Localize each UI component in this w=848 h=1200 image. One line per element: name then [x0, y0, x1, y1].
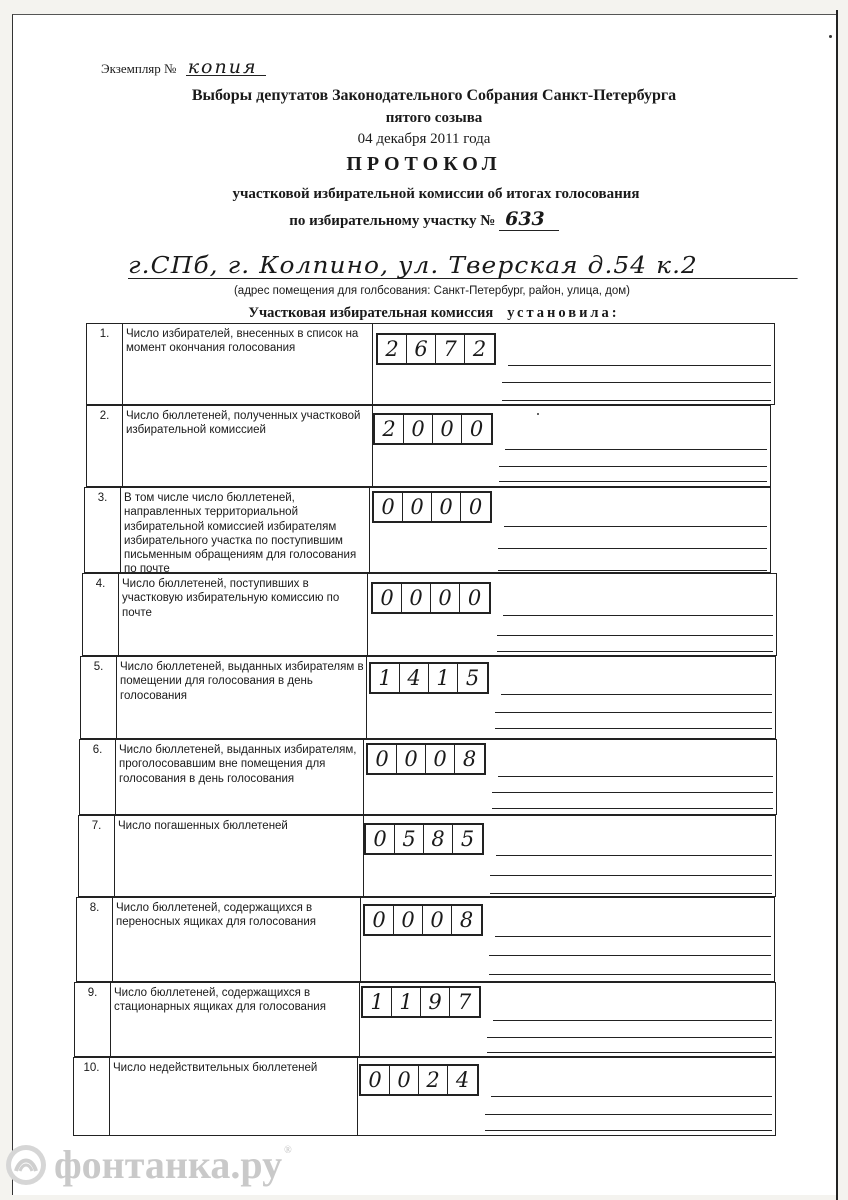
digit-cell: 9 [421, 988, 450, 1016]
digit-boxes [371, 582, 491, 614]
words-line [489, 955, 771, 956]
digit-cell: 2 [375, 415, 404, 443]
digit-cell: 0 [467, 586, 482, 610]
digit-boxes [376, 333, 496, 365]
row-number: 5. [81, 657, 117, 738]
digit-boxes [369, 662, 489, 694]
words-line [492, 808, 773, 809]
scan-speck [829, 35, 832, 38]
digit-cell: 0 [433, 415, 462, 443]
row-label: Число недействительных бюллетеней [113, 1062, 318, 1074]
words-line [489, 974, 771, 975]
digit-cell: 7 [457, 990, 472, 1014]
digit-cell: 0 [361, 1066, 390, 1094]
digit-cell: 4 [400, 664, 429, 692]
digit-cell: 2 [419, 1066, 448, 1094]
digit-cell: 0 [390, 1066, 419, 1094]
protocol-subtitle: участковой избирательной комиссии об итогах голосования [232, 186, 640, 202]
digit-boxes [361, 986, 481, 1018]
words-line [501, 694, 772, 695]
row-number: 10. [74, 1058, 110, 1135]
words-line [498, 548, 767, 549]
digit-cell: 0 [374, 493, 403, 521]
digit-boxes [363, 904, 483, 936]
row-label: Число бюллетеней, содержащихся в переносных ящиках для голосования [116, 902, 317, 929]
column-divider [360, 898, 361, 981]
row-number: 6. [80, 740, 116, 814]
column-divider [363, 740, 364, 814]
scan-speck [537, 413, 539, 415]
words-line [504, 526, 767, 527]
watermark-reg: ® [284, 1145, 292, 1156]
words-line [491, 1096, 772, 1097]
row-number: 8. [77, 898, 113, 981]
digit-cell: 0 [426, 745, 455, 773]
convocation: пятого созыва [385, 110, 483, 126]
row-label: Число бюллетеней, поступивших в участковую избирательную комиссию по почте [122, 578, 340, 619]
digit-cell: 1 [429, 664, 458, 692]
fontanka-logo-icon [4, 1143, 48, 1187]
words-line [490, 893, 772, 894]
digit-cell: 0 [423, 906, 452, 934]
row-label: В том числе число бюллетеней, направленных территориальной избирательной комиссией избирателям избирательного участка по поступившим письменным обращениям для голосования по почте [124, 492, 357, 576]
established-label: установила: [507, 305, 620, 321]
watermark-text: фонтанка.ру [54, 1142, 283, 1187]
row-number: 1. [87, 324, 123, 404]
digit-cell: 0 [403, 493, 432, 521]
watermark-logo [4, 1141, 292, 1189]
row-label: Число бюллетеней, выданных избирателям, проголосовавшим вне помещения для голосования в день голосования [119, 744, 357, 785]
column-divider [359, 983, 360, 1056]
digit-cell: 8 [462, 747, 477, 771]
words-line [502, 382, 771, 383]
digit-cell: 1 [392, 988, 421, 1016]
words-line [499, 466, 767, 467]
digit-cell: 2 [472, 337, 487, 361]
digit-cell: 0 [366, 825, 395, 853]
column-divider [357, 1058, 358, 1135]
words-line [485, 1130, 772, 1131]
row-label: Число избирателей, внесенных в список на момент окончания голосования [126, 328, 359, 355]
digit-cell: 8 [424, 825, 453, 853]
words-line [493, 1020, 772, 1021]
words-line [495, 728, 772, 729]
digit-cell: 4 [455, 1068, 470, 1092]
digit-cell: 5 [460, 827, 475, 851]
digit-cell: 0 [394, 906, 423, 934]
column-divider [366, 657, 367, 738]
row-label: Число бюллетеней, выданных избирателям в помещении для голосования в день голосования [120, 661, 364, 702]
digit-cell: 0 [404, 415, 433, 443]
digit-boxes [372, 491, 492, 523]
words-line [496, 855, 772, 856]
digit-cell: 0 [432, 493, 461, 521]
digit-cell: 5 [465, 666, 480, 690]
precinct-label: по избирательному участку № [289, 213, 496, 229]
digit-cell: 7 [436, 335, 465, 363]
digit-cell: 0 [469, 417, 484, 441]
digit-boxes [373, 413, 493, 445]
words-line [487, 1052, 772, 1053]
digit-boxes [364, 823, 484, 855]
precinct-number: 633 [499, 208, 559, 231]
words-line [505, 449, 767, 450]
words-line [485, 1114, 772, 1115]
copy-label: Экземпляр № [101, 61, 177, 76]
column-divider [372, 324, 373, 404]
address-note: (адрес помещения для голбсования: Санкт-Петербург, район, улица, дом) [233, 285, 631, 297]
digit-cell: 0 [365, 906, 394, 934]
row-number: 2. [87, 406, 123, 486]
column-divider [367, 574, 368, 655]
words-line [495, 712, 772, 713]
digit-cell: 0 [402, 584, 431, 612]
digit-cell: 2 [378, 335, 407, 363]
copy-value-handwritten: копия [186, 59, 266, 76]
digit-cell: 5 [395, 825, 424, 853]
row-label: Число бюллетеней, содержащихся в стационарных ящиках для голосования [114, 987, 326, 1014]
digit-cell: 1 [371, 664, 400, 692]
row-label: Число погашенных бюллетеней [118, 820, 288, 832]
words-line [508, 365, 771, 366]
column-divider [369, 488, 370, 572]
commission-label: Участковая избирательная комиссия [248, 305, 494, 321]
digit-cell: 0 [373, 584, 402, 612]
election-date: 04 декабря 2011 года [357, 131, 491, 147]
row-number: 7. [79, 816, 115, 896]
words-line [502, 400, 771, 401]
row-number: 4. [83, 574, 119, 655]
row-number: 9. [75, 983, 111, 1056]
words-line [490, 875, 772, 876]
digit-cell: 0 [397, 745, 426, 773]
words-line [497, 651, 773, 652]
words-line [495, 936, 771, 937]
protocol-title: ПРОТОКОЛ [346, 153, 502, 175]
row-label: Число бюллетеней, полученных участковой избирательной комиссией [126, 410, 361, 437]
digit-cell: 0 [468, 495, 483, 519]
words-line [498, 570, 767, 571]
words-line [497, 635, 773, 636]
digit-boxes [359, 1064, 479, 1096]
words-line [503, 615, 773, 616]
digit-cell: 8 [459, 908, 474, 932]
address-handwritten: г.СПб, г. Колпино, ул. Тверская д.54 к.2 [128, 254, 798, 279]
digit-cell: 0 [431, 584, 460, 612]
words-line [487, 1037, 772, 1038]
election-title: Выборы депутатов Законодательного Собрания Санкт-Петербурга [191, 87, 677, 104]
words-line [492, 792, 773, 793]
row-number: 3. [85, 488, 121, 572]
digit-cell: 6 [407, 335, 436, 363]
digit-cell: 1 [363, 988, 392, 1016]
words-line [499, 481, 767, 482]
digit-boxes [366, 743, 486, 775]
digit-cell: 0 [368, 745, 397, 773]
words-line [498, 776, 773, 777]
